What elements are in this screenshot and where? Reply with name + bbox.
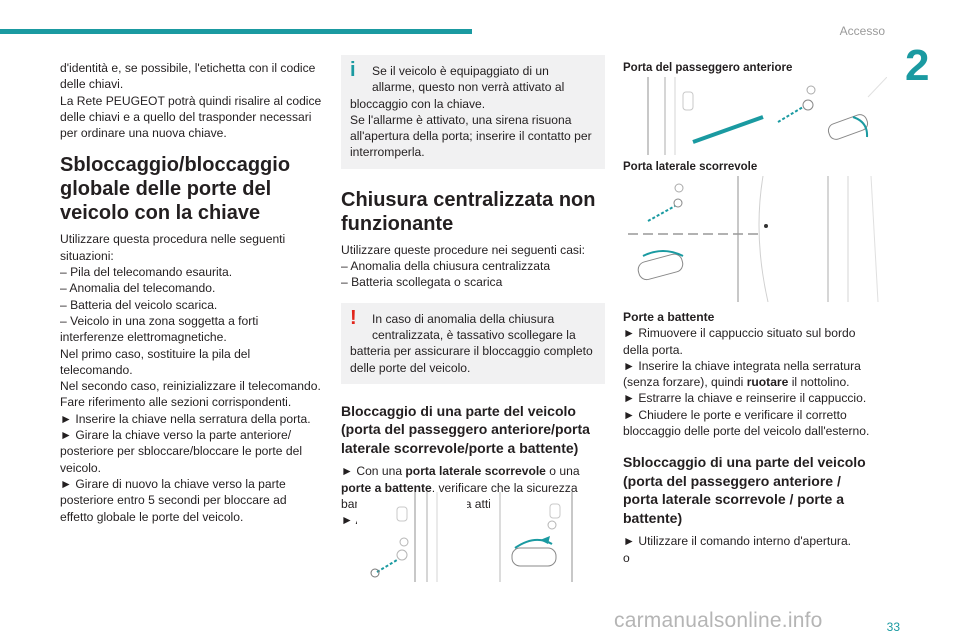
text-line: o <box>623 550 630 565</box>
text-line: bloccaggio delle porte del veicolo dall'esterno. <box>623 424 870 439</box>
intro-paragraph <box>60 60 322 141</box>
column-right <box>623 60 887 76</box>
text-run: (senza forzare), quindi <box>623 375 747 390</box>
text-line: per ordinare una nuova chiave. <box>60 126 227 141</box>
text-line: batteria per assicurare il bloccaggio completo <box>350 344 593 359</box>
text-line: Utilizzare questa procedura nelle seguenti <box>60 232 286 247</box>
door-illustration-left <box>357 492 467 582</box>
text-line: In caso di anomalia della chiusura <box>372 311 555 326</box>
text-line <box>623 374 887 390</box>
heading-line: Sbloccaggio di una parte del veicolo <box>623 454 866 471</box>
front-passenger-door-illustration <box>623 77 887 155</box>
text-line: – Anomalia del telecomando. <box>60 281 216 296</box>
heading-line: laterale scorrevole/porte a battente) <box>341 439 579 456</box>
text-run: o una <box>545 464 580 479</box>
text-line: telecomando. <box>60 362 133 377</box>
heading-line: Bloccaggio di una parte del veicolo <box>341 402 576 419</box>
heading-line: veicolo con la chiave <box>60 202 261 225</box>
text-run: ► Con una <box>341 464 406 479</box>
bold-term: ruotare <box>746 375 789 390</box>
text-line: ► Chiudere le porte e verificare il corretto <box>623 407 847 422</box>
text-line: ► Utilizzare il comando interno d'apertura. <box>623 534 852 549</box>
heading-line: battente) <box>623 509 683 526</box>
warning-note <box>341 303 605 384</box>
text-run: il nottolino. <box>788 375 850 390</box>
heading-line: porta laterale scorrevole / porte a <box>623 491 844 508</box>
subsection-heading <box>623 453 887 527</box>
text-line: – Batteria scollegata o scarica <box>341 275 503 290</box>
text-line: situazioni: <box>60 248 114 263</box>
text-line: posteriore entro 5 secondi per bloccare ad <box>60 493 287 508</box>
text-line: – Anomalia della chiusura centralizzata <box>341 259 551 274</box>
warning-icon: ! <box>350 306 357 329</box>
text-line: La Rete PEUGEOT potrà quindi risalire al codice <box>60 93 322 108</box>
final-paragraph <box>623 533 887 566</box>
chapter-accent-bar <box>0 29 472 34</box>
text-line: ► Inserire la chiave nella serratura della porta. <box>60 411 311 426</box>
text-line: – Veicolo in una zona soggetta a forti <box>60 313 259 328</box>
heading-line: Chiusura centralizzata non <box>341 188 596 211</box>
text-line: delle porte del veicolo. <box>350 360 471 375</box>
text-line: ► Rimuovere il cappuccio situato sul bordo <box>623 326 856 341</box>
section-heading <box>341 188 605 236</box>
section-heading <box>60 153 322 225</box>
door-illustration-right <box>490 492 600 582</box>
text-line: ► Aprire la porta. <box>341 513 435 528</box>
text-line: – Pila del telecomando esaurita. <box>60 265 233 280</box>
text-line: interferenze elettromagnetiche. <box>60 330 227 345</box>
sliding-door-illustration <box>623 176 887 302</box>
figure-caption: Porta del passeggero anteriore <box>623 62 793 74</box>
figure-caption: Porta laterale scorrevole <box>623 161 758 173</box>
body-paragraph <box>60 231 322 524</box>
info-icon: i <box>350 59 356 81</box>
text-line: bambini elettrica non sia attivata. <box>341 496 518 511</box>
text-line: effetto globale le porte del veicolo. <box>60 509 244 524</box>
text-line: all'apertura della porta; inserire il contatto per <box>350 129 592 144</box>
text-line: Se il veicolo è equipaggiato di un <box>372 64 549 78</box>
text-line: posteriore per sbloccare/bloccare le porte del <box>60 444 303 459</box>
text-line: Nel secondo caso, reinizializzare il telecomando. <box>60 379 321 394</box>
watermark: carmanualsonline.info <box>614 609 823 632</box>
info-note <box>341 55 605 169</box>
text-line: ► Inserire la chiave integrata nella serratura <box>623 358 861 373</box>
section-title: Accesso <box>839 24 885 38</box>
text-line: centralizzata, è tassativo scollegare la <box>372 327 576 342</box>
text-line: ► Estrarre la chiave e reinserire il cappuccio. <box>623 391 867 406</box>
heading-line: globale delle porte del <box>60 178 272 201</box>
text-line: interromperla. <box>350 145 425 160</box>
text-run: , verificare che la sicurezza <box>431 480 578 495</box>
text-line: bloccaggio con la chiave. <box>350 96 486 111</box>
text-line: delle chiavi. <box>60 77 124 92</box>
subsection-heading <box>341 402 605 458</box>
column-middle <box>341 60 605 529</box>
text-line <box>341 463 605 479</box>
text-line: veicolo. <box>60 460 102 475</box>
heading-line: Sbloccaggio/bloccaggio <box>60 154 291 177</box>
text-line: delle chiavi e a quello del trasponder necessari <box>60 109 312 124</box>
heading-line: (porta del passeggero anteriore/porta <box>341 421 590 438</box>
heading-line: funzionante <box>341 212 454 235</box>
text-line: ► Girare di nuovo la chiave verso la parte <box>60 476 286 491</box>
text-line: Fare riferimento alle sezioni corrispondenti. <box>60 395 292 410</box>
text-line: – Batteria del veicolo scarica. <box>60 297 218 312</box>
subsection-title: Porte a battente <box>623 310 715 324</box>
caption-wrapper <box>623 159 887 175</box>
text-line: d'identità e, se possibile, l'etichetta con il codice <box>60 61 316 75</box>
text-line: allarme, questo non verrà attivato al <box>372 80 565 95</box>
page-number: 33 <box>886 620 900 634</box>
text-line: Se l'allarme è attivato, una sirena risuona <box>350 112 572 127</box>
porte-section <box>623 309 887 566</box>
bold-term: porte a battente <box>341 480 432 495</box>
chapter-number: 2 <box>905 41 930 90</box>
heading-line: (porta del passeggero anteriore / <box>623 472 841 489</box>
text-line: Nel primo caso, sostituire la pila del <box>60 346 251 361</box>
text-line: della porta. <box>623 342 683 357</box>
body-paragraph <box>341 242 605 291</box>
column-left <box>60 60 322 525</box>
bold-term: porta laterale scorrevole <box>405 464 546 479</box>
text-line: Utilizzare queste procedure nei seguenti casi: <box>341 242 586 257</box>
text-line: ► Girare la chiave verso la parte anteriore/ <box>60 428 292 443</box>
